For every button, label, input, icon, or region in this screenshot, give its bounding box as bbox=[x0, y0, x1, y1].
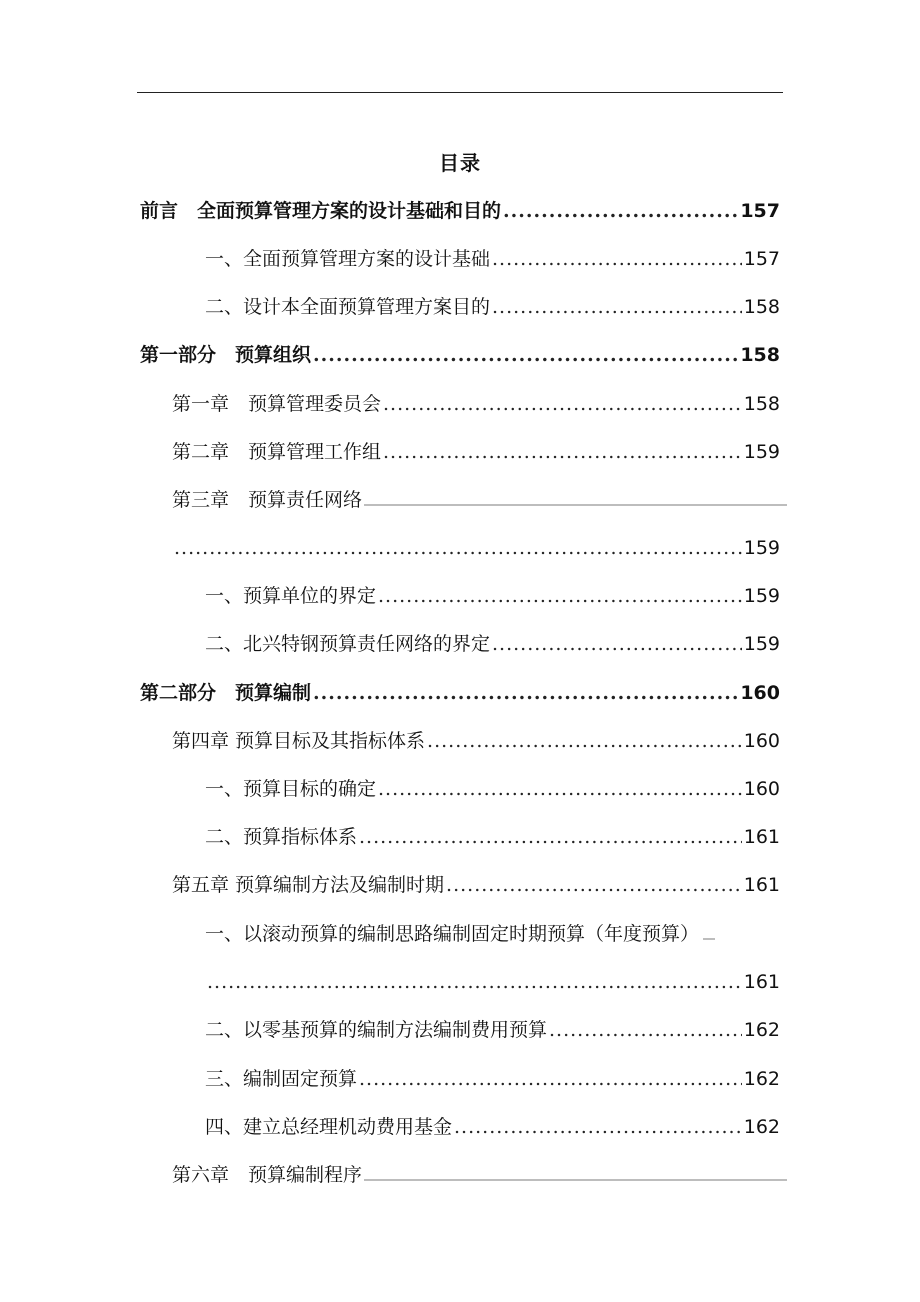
toc-entry-section-4-2[interactable] bbox=[205, 822, 780, 852]
dot-leader bbox=[313, 340, 738, 370]
toc-entry-part-2[interactable] bbox=[140, 678, 780, 708]
toc-entry-page: 159 bbox=[743, 537, 780, 559]
toc-entry-section-5-1-page[interactable] bbox=[205, 967, 780, 997]
toc-entry-page: 161 bbox=[743, 971, 780, 993]
toc-entry-page: 162 bbox=[743, 1019, 780, 1041]
toc-entry-page: 158 bbox=[743, 296, 780, 318]
toc-entry-section-5-1[interactable] bbox=[205, 919, 787, 949]
toc-entry-chapter-6[interactable] bbox=[172, 1160, 787, 1190]
toc-entry-page: 157 bbox=[740, 200, 780, 222]
toc-entry-page: 161 bbox=[743, 826, 780, 848]
toc-entry-label: 二、设计本全面预算管理方案目的 bbox=[205, 296, 491, 318]
toc-entry-chapter-4[interactable] bbox=[172, 726, 780, 756]
toc-entry-page: 157 bbox=[743, 248, 780, 270]
dot-leader bbox=[383, 437, 742, 467]
dot-leader bbox=[359, 1064, 742, 1094]
toc-entry-chapter-3-page[interactable] bbox=[172, 533, 780, 563]
dot-leader bbox=[492, 292, 742, 322]
toc-entry-label: 一、全面预算管理方案的设计基础 bbox=[205, 248, 491, 270]
dot-leader bbox=[454, 1112, 742, 1142]
tab-rule bbox=[703, 938, 715, 940]
toc-entry-section-1-1[interactable] bbox=[205, 244, 780, 274]
toc-entry-label: 一、以滚动预算的编制思路编制固定时期预算（年度预算） bbox=[205, 923, 700, 945]
toc-entry-page: 160 bbox=[740, 682, 780, 704]
toc-entry-section-5-3[interactable] bbox=[205, 1064, 780, 1094]
toc-entry-part-1[interactable] bbox=[140, 340, 780, 370]
toc-entry-section-5-2[interactable] bbox=[205, 1015, 780, 1045]
dot-leader bbox=[378, 774, 742, 804]
toc-entry-page: 158 bbox=[743, 393, 780, 415]
toc-entry-label: 第五章 预算编制方法及编制时期 bbox=[172, 874, 445, 896]
dot-leader bbox=[549, 1015, 742, 1045]
toc-entry-label: 二、以零基预算的编制方法编制费用预算 bbox=[205, 1019, 548, 1041]
toc-entry-page: 158 bbox=[740, 344, 780, 366]
dot-leader bbox=[446, 870, 742, 900]
toc-entry-preface[interactable] bbox=[140, 196, 780, 226]
toc-entry-section-3-2[interactable] bbox=[205, 629, 780, 659]
toc-entry-page: 161 bbox=[743, 874, 780, 896]
toc-entry-label: 一、预算目标的确定 bbox=[205, 778, 377, 800]
toc-entry-page: 159 bbox=[743, 441, 780, 463]
toc-entry-label: 三、编制固定预算 bbox=[205, 1068, 358, 1090]
toc-entry-label: 前言 全面预算管理方案的设计基础和目的 bbox=[140, 200, 502, 222]
toc-entry-page: 159 bbox=[743, 585, 780, 607]
toc-entry-label: 第三章 预算责任网络 bbox=[172, 489, 363, 511]
toc-entry-section-1-2[interactable] bbox=[205, 292, 780, 322]
toc-entry-label: 第二章 预算管理工作组 bbox=[172, 441, 382, 463]
dot-leader bbox=[503, 196, 738, 226]
tab-rule bbox=[364, 1179, 787, 1181]
dot-leader bbox=[492, 244, 742, 274]
toc-entry-label: 一、预算单位的界定 bbox=[205, 585, 377, 607]
toc-entry-page: 162 bbox=[743, 1116, 780, 1138]
toc-entry-label: 第六章 预算编制程序 bbox=[172, 1164, 363, 1186]
tab-rule bbox=[364, 504, 787, 506]
dot-leader bbox=[427, 726, 742, 756]
toc-entry-label: 四、建立总经理机动费用基金 bbox=[205, 1116, 453, 1138]
dot-leader bbox=[378, 581, 742, 611]
toc-entry-page: 162 bbox=[743, 1068, 780, 1090]
toc-entry-page: 160 bbox=[743, 730, 780, 752]
toc-entry-chapter-2[interactable] bbox=[172, 437, 780, 467]
dot-leader bbox=[383, 389, 742, 419]
toc-entry-label: 第四章 预算目标及其指标体系 bbox=[172, 730, 426, 752]
toc-entry-label: 第二部分 预算编制 bbox=[140, 682, 312, 704]
toc-entry-chapter-3[interactable] bbox=[172, 485, 787, 515]
toc-entry-section-4-1[interactable] bbox=[205, 774, 780, 804]
dot-leader bbox=[174, 533, 742, 563]
toc-title: 目录 bbox=[439, 151, 481, 175]
toc-entry-section-5-4[interactable] bbox=[205, 1112, 780, 1142]
dot-leader bbox=[359, 822, 742, 852]
toc-entry-chapter-5[interactable] bbox=[172, 870, 780, 900]
toc-entry-label: 二、预算指标体系 bbox=[205, 826, 358, 848]
toc-entry-section-3-1[interactable] bbox=[205, 581, 780, 611]
toc-entry-label: 二、北兴特钢预算责任网络的界定 bbox=[205, 633, 491, 655]
toc-entry-label: 第一章 预算管理委员会 bbox=[172, 393, 382, 415]
toc-entry-label: 第一部分 预算组织 bbox=[140, 344, 312, 366]
toc-entry-chapter-1[interactable] bbox=[172, 389, 780, 419]
dot-leader bbox=[492, 629, 742, 659]
dot-leader bbox=[313, 678, 738, 708]
toc-entry-page: 159 bbox=[743, 633, 780, 655]
toc-entry-page: 160 bbox=[743, 778, 780, 800]
dot-leader bbox=[207, 967, 742, 997]
